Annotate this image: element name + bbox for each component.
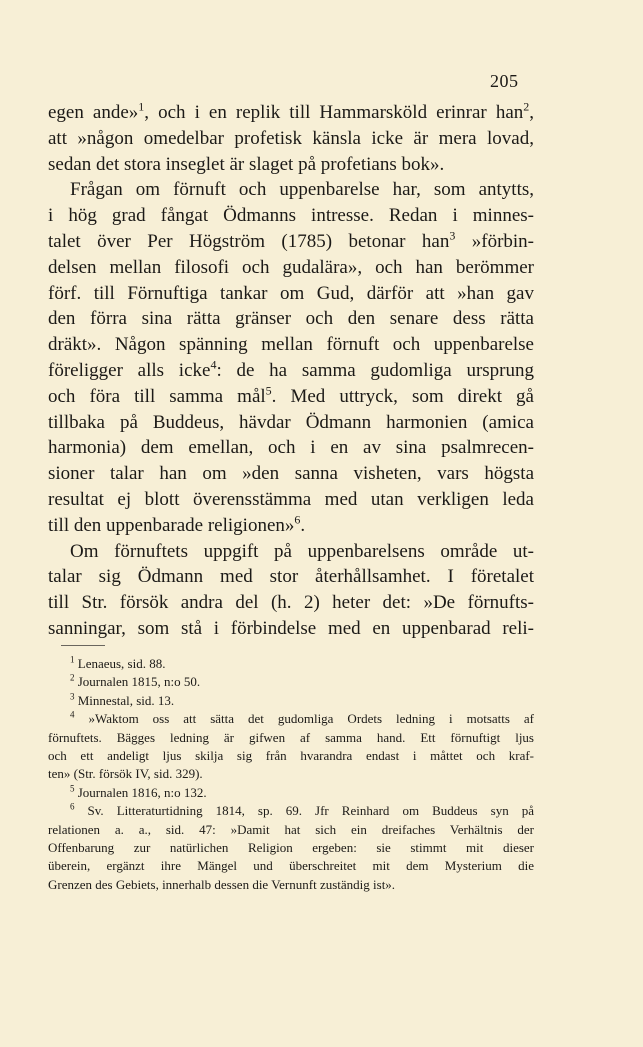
text-line: tillbaka på Buddeus, hävdar Ödmann harmonien (amica: [48, 411, 534, 433]
footnote-ref: 5: [265, 383, 272, 398]
text-line: Frågan om förnuft och uppenbarelse har, som antytts,: [70, 179, 534, 201]
footnote: $^5$ Journalen 1816, n:o 132.: [70, 783, 207, 800]
text-line: talar sig Ödmann med stor återhållsamhet. I företalet: [48, 566, 534, 588]
text-line: Om förnuftets uppgift på uppenbarelsens område ut-: [70, 540, 534, 562]
text-line: och föra till samma mål$^5$. Med uttryck, som direkt gå: [48, 383, 534, 407]
footnote: $^1$ Lenaeus, sid. 88.: [70, 654, 166, 671]
text-line: sanningar, som stå i förbindelse med en uppenbarad reli-: [48, 617, 534, 639]
footnote: $^3$ Minnestal, sid. 13.: [70, 691, 175, 708]
footnote-ref: 3: [449, 228, 456, 243]
text-line: harmonia) dem emellan, och i en av sina psalmrecen-: [48, 437, 534, 459]
footnote-line: förnuftets. Bägges ledning är gifwen af samma hand. Ett förnuftigt ljus: [48, 729, 534, 745]
footnote: $^2$ Journalen 1815, n:o 50.: [70, 673, 201, 690]
footnote-line: och ett andeligt ljus skilja sig från hvarandra endast i måttet och kraf-: [48, 748, 534, 764]
footnote: $^4$ »Waktom oss att sätta det gudomliga Ordets ledning i motsatts af: [70, 709, 534, 727]
page-number: 205: [490, 71, 519, 91]
footnotes: [48, 655, 534, 894]
text-line: dräkt». Någon spänning mellan förnuft och uppenbarelse: [48, 334, 534, 356]
text-line: till Str. försök andra del (h. 2) heter det: »De förnufts-: [48, 592, 534, 614]
footnote-line: Grenzen des Gebiets, innerhalb dessen die Vernunft zuständig ist».: [48, 876, 396, 892]
text-line: den förra sina rätta gränser och den senare dess rätta: [48, 308, 534, 330]
text-line: föreligger alls icke$^4$: de ha samma gudomliga ursprung: [48, 357, 535, 381]
footnote-ref: 4: [210, 357, 217, 372]
footnote-ref: 2: [523, 99, 530, 114]
footnote-line: Offenbarung zur natürlichen Religion ergeben: sie stimmt mit dieser: [48, 840, 534, 856]
text-line: egen ande»$^1$, och i en replik till Hammarsköld erinrar han$^2$,: [48, 99, 534, 123]
body-text: [48, 100, 534, 642]
text-line: sioner talar han om »den sanna visheten, vars högsta: [48, 463, 534, 485]
text-line: sedan det stora inseglet är slaget på profetians bok».: [48, 153, 445, 175]
footnote-line: ten» (Str. försök IV, sid. 329).: [48, 766, 203, 782]
footnote-line: überein, ergänzt ihre Mängel und überschreitet mit dem Mysterium die: [48, 858, 534, 874]
footnote-ref: 1: [138, 99, 145, 114]
footnote: $^6$ Sv. Litteraturtidning 1814, sp. 69. Jfr Reinhard om Buddeus syn på: [70, 801, 534, 819]
footnote-line: relationen a. a., sid. 47: »Damit hat sich ein dreifaches Verhältnis der: [48, 821, 534, 837]
footnote-ref: 6: [294, 512, 301, 527]
text-line: till den uppenbarade religionen»$^6$.: [48, 512, 306, 536]
text-line: delsen mellan filosofi och gudalära», och han berömmer: [48, 256, 534, 278]
text-line: talet över Per Högström (1785) betonar han$^3$ »förbin-: [48, 228, 534, 252]
text-line: att »någon omedelbar profetisk känsla icke är mera lovad,: [48, 127, 534, 149]
text-line: resultat ej blott överensstämma med utan verkligen leda: [48, 488, 534, 510]
text-line: i hög grad fångat Ödmanns intresse. Redan i minnes-: [48, 205, 534, 227]
text-line: förf. till Förnuftiga tankar om Gud, därför att »han gav: [48, 282, 534, 304]
footnote-divider: [61, 645, 105, 646]
